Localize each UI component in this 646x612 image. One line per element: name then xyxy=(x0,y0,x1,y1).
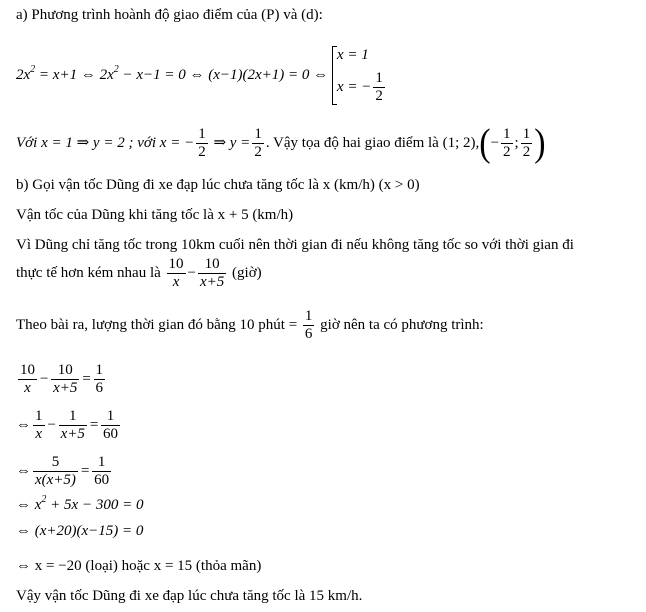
line4-frac2 xyxy=(198,256,226,291)
conclusion: Vậy vận tốc Dũng đi xe đạp lúc chưa tăng tốc là 15 km/h. xyxy=(16,588,363,604)
eq2-rd: 60 xyxy=(103,426,119,442)
pt2-num1: 1 xyxy=(503,126,511,142)
sys-row2-pre: x = − xyxy=(336,78,372,95)
eq1-n1: 10 xyxy=(20,362,35,378)
eq-lhs: 2x xyxy=(16,66,31,83)
result-frac2-num: 1 xyxy=(254,126,262,142)
result-text2: ⇒ y = xyxy=(209,134,251,151)
eq2-d1: x xyxy=(35,426,43,442)
line5-post: giờ nên ta có phương trình: xyxy=(316,316,484,333)
eq2-frac2 xyxy=(59,408,87,443)
eq1-frac1 xyxy=(18,362,37,397)
eq1-n2: 10 xyxy=(51,362,79,380)
line4-f1-den: x xyxy=(172,274,180,290)
equation-4 xyxy=(16,496,143,514)
pt2-den2: 2 xyxy=(522,144,531,160)
part-b-line4 xyxy=(16,256,262,291)
part-b-line5 xyxy=(16,308,484,343)
line4-minus: − xyxy=(187,264,196,281)
line5-pre: Theo bài ra, lượng thời gian đó bằng 10 phút = xyxy=(16,316,298,333)
sys-frac-den: 2 xyxy=(375,88,383,104)
line4-post: (giờ) xyxy=(228,264,262,281)
result-frac1-den: 2 xyxy=(198,144,206,160)
sys-row2 xyxy=(337,70,387,105)
result-frac2 xyxy=(252,126,264,161)
eq3-rd: 60 xyxy=(94,472,110,488)
line5-f-num: 1 xyxy=(304,308,313,324)
line4-pre: thực tế hơn kém nhau là xyxy=(16,264,161,281)
line4-f1-num: 10 xyxy=(168,256,184,272)
line5-f-den: 6 xyxy=(304,326,313,342)
line4-f2-den: x+5 xyxy=(200,274,225,290)
eq1-rn: 1 xyxy=(95,362,104,378)
eq3-n1: 5 xyxy=(33,454,78,472)
eq4-exp: 2 xyxy=(41,494,47,505)
pt2-num2: 1 xyxy=(522,126,531,142)
sys-frac xyxy=(373,70,385,105)
part-b-line1: b) Gọi vận tốc Dũng đi xe đạp lúc chưa tăng tốc là x (km/h) (x > 0) xyxy=(16,177,420,193)
eq3-pre: ⇔ xyxy=(16,462,31,479)
equation-5: ⇔ (x+20)(x−15) = 0 xyxy=(16,523,144,539)
equation-1: $\frac{10}{x}$ − $\frac{10}{x+5}$ = $\frac{1}{6}$ xyxy=(20,362,104,396)
result-frac2-den: 2 xyxy=(254,144,262,160)
eq3-frac2 xyxy=(92,454,111,489)
line4-frac1 xyxy=(167,256,186,291)
pt2-sep: ; xyxy=(514,134,519,151)
equation-2: ⇔ $\frac{1}{x}$ − $\frac{1}{x+5}$ = $\frac{1}{60}$ xyxy=(16,408,119,442)
eq2-d2: x+5 xyxy=(60,426,85,442)
eq2-n2: 1 xyxy=(59,408,87,426)
eq1-frac2 xyxy=(51,362,79,397)
result-frac1-num: 1 xyxy=(198,126,206,142)
eq1-rd: 6 xyxy=(95,380,104,396)
eq-mid1: = x+1 ⇔ 2x xyxy=(35,66,114,83)
solution-system xyxy=(332,46,387,105)
eq3-rn: 1 xyxy=(92,454,111,472)
eq3-frac1 xyxy=(33,454,78,489)
eq1-frac3 xyxy=(94,362,106,397)
equation-6: ⇔ x = −20 (loại) hoặc x = 15 (thỏa mãn) xyxy=(16,558,262,574)
eq-exp: 2 xyxy=(30,63,36,75)
result-text3: . Vậy tọa độ hai giao điểm là (1; 2), xyxy=(265,134,480,151)
result-frac1 xyxy=(196,126,208,161)
line5-frac xyxy=(303,308,315,343)
equation-3: ⇔ $\frac{5}{x(x+5)}$ = $\frac{1}{60}$ xyxy=(16,454,110,488)
sys-row1: x = 1 xyxy=(336,47,369,63)
eq3-d1: x(x+5) xyxy=(35,472,76,488)
eq2-frac1 xyxy=(33,408,45,443)
eq2-n1: 1 xyxy=(35,408,43,424)
eq4-a: ⇔ x xyxy=(16,497,42,513)
eq-exp2: 2 xyxy=(113,63,119,75)
eq1-d1: x xyxy=(24,380,31,396)
part-a-heading: a) Phương trình hoành độ giao điểm của (P) và (d): xyxy=(16,7,323,23)
eq4-b: + 5x − 300 = 0 xyxy=(46,497,144,513)
pt2-frac2 xyxy=(521,126,533,161)
intersection-result: Với x = 1 ⇒ y = 2 ; với x = − $\frac{1}{2}$ ⇒ y = $\frac{1}{2}$ . Vậy tọa độ hai giao điểm là (1; 2),(− $\frac{1}{2}$ ; $\frac{1}{2}$ ) xyxy=(16,121,546,165)
intersection-equation xyxy=(16,46,387,105)
part-b-line3: Vì Dũng chỉ tăng tốc trong 10km cuối nên thời gian đi nếu không tăng tốc so với thời gian đi xyxy=(16,237,574,253)
eq2-frac3 xyxy=(101,408,120,443)
sys-frac-num: 1 xyxy=(375,70,383,86)
eq2-rn: 1 xyxy=(101,408,120,426)
pt2-frac1 xyxy=(501,126,513,161)
pt2-den1: 2 xyxy=(503,144,511,160)
eq-mid2: − x−1 = 0 ⇔ (x−1)(2x+1) = 0 ⇔ xyxy=(118,66,329,83)
part-b-line2: Vận tốc của Dũng khi tăng tốc là x + 5 (km/h) xyxy=(16,207,294,223)
pt2-pre: − xyxy=(490,134,500,151)
eq2-pre: ⇔ xyxy=(16,416,31,433)
eq1-d2: x+5 xyxy=(53,380,78,396)
result-text1: Với x = 1 ⇒ y = 2 ; với x = − xyxy=(16,134,195,151)
line4-f2-num: 10 xyxy=(198,256,226,274)
